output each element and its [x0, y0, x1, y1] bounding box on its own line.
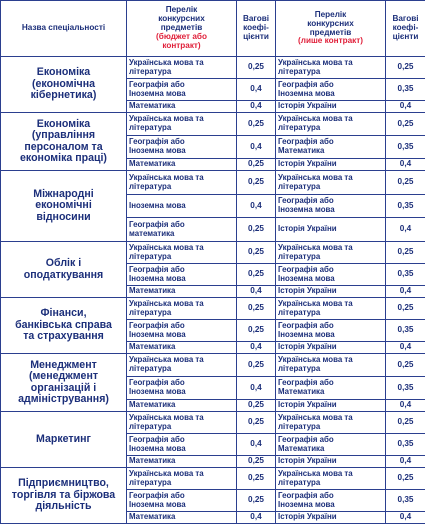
header-weights-line: цієнти: [239, 33, 273, 42]
subject-budget-line: математика: [129, 230, 234, 239]
subject-budget: [127, 512, 237, 524]
subject-budget-line: Іноземна мова: [129, 202, 234, 211]
weight-budget: 0,4: [237, 512, 276, 524]
subject-contract-line: Іноземна мова: [278, 331, 383, 340]
subject-budget-line: Географія або: [129, 379, 234, 388]
weight-budget: 0,4: [237, 79, 276, 101]
subject-budget-line: література: [129, 479, 234, 488]
specialty-name-line: (менеджмент: [3, 371, 124, 382]
subject-contract-line: Історія України: [278, 160, 383, 169]
subject-budget-line: Географія або: [129, 221, 234, 230]
specialty-name-line: Підприємництво,: [3, 478, 124, 489]
subject-budget: [127, 195, 237, 218]
subject-budget: [127, 320, 237, 342]
weight-budget: 0,4: [237, 342, 276, 354]
subject-contract: [276, 113, 386, 136]
weight-budget: 0,25: [237, 400, 276, 412]
subject-contract-line: література: [278, 253, 383, 262]
table-row: [1, 298, 425, 320]
specialty-name-line: адміністрування): [3, 394, 124, 405]
subject-contract: [276, 136, 386, 159]
subject-budget: [127, 377, 237, 400]
subject-budget-line: Географія або: [129, 492, 234, 501]
specialty-name-line: Економіка: [3, 119, 124, 130]
subject-contract: [276, 79, 386, 101]
subject-budget: [127, 412, 237, 434]
specialty-name-line: (економічна: [3, 79, 124, 90]
subject-contract-line: Географія або: [278, 436, 383, 445]
weight-contract: 0,25: [386, 113, 425, 136]
weight-contract: 0,35: [386, 434, 425, 456]
weight-budget: 0,25: [237, 264, 276, 286]
header-weights-line: цієнти: [388, 33, 423, 42]
specialty-name-line: організацій і: [3, 383, 124, 394]
subject-budget-line: література: [129, 68, 234, 77]
subject-contract-line: Українська мова та: [278, 59, 383, 68]
subject-contract-line: Українська мова та: [278, 300, 383, 309]
subject-budget: [127, 79, 237, 101]
subject-contract-line: література: [278, 124, 383, 133]
weight-contract: 0,4: [386, 512, 425, 524]
weight-contract: 0,4: [386, 342, 425, 354]
weight-contract: 0,25: [386, 242, 425, 264]
specialty-name-line: діяльність: [3, 501, 124, 512]
subject-contract: [276, 456, 386, 468]
subject-contract-line: Географія або: [278, 379, 383, 388]
subject-contract-line: Історія України: [278, 225, 383, 234]
specialty-name: [1, 113, 127, 171]
weight-contract: 0,4: [386, 159, 425, 171]
subject-budget-line: Географія або: [129, 138, 234, 147]
subject-budget-line: література: [129, 309, 234, 318]
subject-budget-line: Іноземна мова: [129, 445, 234, 454]
specialty-name-line: Фінанси,: [3, 308, 124, 319]
weight-contract: 0,35: [386, 490, 425, 512]
subject-contract-line: Іноземна мова: [278, 275, 383, 284]
subject-budget: [127, 298, 237, 320]
weight-contract: 0,4: [386, 400, 425, 412]
subject-budget-line: Математика: [129, 401, 234, 410]
weight-budget: 0,25: [237, 171, 276, 195]
specialty-name: [1, 412, 127, 468]
weight-contract: 0,35: [386, 264, 425, 286]
header-subjects-budget-line: Перелік: [129, 6, 234, 15]
subject-budget: [127, 490, 237, 512]
specialty-name-line: Економіка: [3, 67, 124, 78]
weight-contract: 0,35: [386, 195, 425, 218]
subject-budget-line: Українська мова та: [129, 115, 234, 124]
specialty-name-line: економіка праці): [3, 153, 124, 164]
header-weights-line: Вагові: [239, 15, 273, 24]
subject-contract: [276, 195, 386, 218]
weight-budget: 0,25: [237, 113, 276, 136]
subject-contract: [276, 377, 386, 400]
table-row: [1, 242, 425, 264]
header-subjects-contract-line: конкурсних: [278, 20, 383, 29]
subject-budget-line: Іноземна мова: [129, 501, 234, 510]
subject-budget: [127, 218, 237, 242]
subject-budget-line: Українська мова та: [129, 356, 234, 365]
subject-contract-line: Українська мова та: [278, 244, 383, 253]
table-body: [1, 57, 425, 524]
weight-budget: 0,4: [237, 286, 276, 298]
weight-contract: 0,25: [386, 468, 425, 490]
specialty-name-line: Менеджмент: [3, 360, 124, 371]
weight-budget: 0,4: [237, 377, 276, 400]
header-subjects-contract: [276, 1, 386, 57]
subject-budget-line: Іноземна мова: [129, 147, 234, 156]
subject-budget-line: Українська мова та: [129, 244, 234, 253]
weight-budget: 0,25: [237, 490, 276, 512]
subject-contract-line: Іноземна мова: [278, 90, 383, 99]
specialty-name: [1, 57, 127, 113]
subject-contract-line: Історія України: [278, 401, 383, 410]
subject-contract-line: література: [278, 68, 383, 77]
specialty-name-line: відносини: [3, 212, 124, 223]
weight-contract: 0,4: [386, 218, 425, 242]
subject-contract: [276, 400, 386, 412]
subject-contract-line: Географія або: [278, 81, 383, 90]
header-specialty-text: Назва спеціальності: [22, 23, 105, 32]
subject-contract-line: Математика: [278, 445, 383, 454]
weight-contract: 0,35: [386, 377, 425, 400]
subject-budget-line: Географія або: [129, 266, 234, 275]
subject-contract-line: література: [278, 309, 383, 318]
subject-budget-line: література: [129, 124, 234, 133]
subject-budget: [127, 342, 237, 354]
subject-contract: [276, 342, 386, 354]
subject-budget: [127, 468, 237, 490]
subject-contract: [276, 434, 386, 456]
subject-budget-line: Математика: [129, 102, 234, 111]
subject-contract-line: Історія України: [278, 343, 383, 352]
weight-budget: 0,25: [237, 57, 276, 79]
specialty-name-line: економічні: [3, 200, 124, 211]
subject-contract: [276, 101, 386, 113]
subject-contract-line: Іноземна мова: [278, 206, 383, 215]
header-weights-contract: [386, 1, 425, 57]
subject-contract: [276, 57, 386, 79]
subject-budget: [127, 354, 237, 377]
header-subjects-contract-line: предметів: [278, 29, 383, 38]
subject-contract-line: Історія України: [278, 457, 383, 466]
specialty-name: [1, 468, 127, 524]
table-row: [1, 171, 425, 195]
subject-budget-line: Географія або: [129, 81, 234, 90]
subject-contract: [276, 512, 386, 524]
subject-contract-line: Географія або: [278, 138, 383, 147]
subject-budget: [127, 136, 237, 159]
table-row: [1, 354, 425, 377]
subject-budget: [127, 171, 237, 195]
weight-contract: 0,25: [386, 412, 425, 434]
subject-budget-line: Українська мова та: [129, 174, 234, 183]
subject-contract-line: Українська мова та: [278, 356, 383, 365]
weight-contract: 0,25: [386, 354, 425, 377]
subject-contract-line: Українська мова та: [278, 174, 383, 183]
subject-budget-line: Іноземна мова: [129, 275, 234, 284]
subject-contract: [276, 171, 386, 195]
subject-budget-line: література: [129, 365, 234, 374]
subject-budget-line: Українська мова та: [129, 59, 234, 68]
subject-contract-line: Географія або: [278, 492, 383, 501]
subject-budget-line: Географія або: [129, 322, 234, 331]
subject-budget: [127, 286, 237, 298]
header-subjects-budget: [127, 1, 237, 57]
specialty-name: [1, 171, 127, 242]
subject-contract: [276, 159, 386, 171]
header-subjects-budget-line: предметів: [129, 24, 234, 33]
subject-budget-line: Математика: [129, 287, 234, 296]
subject-budget-line: література: [129, 253, 234, 262]
subject-contract-line: література: [278, 183, 383, 192]
subject-contract-line: література: [278, 423, 383, 432]
subject-contract: [276, 468, 386, 490]
specialty-name-line: персоналом та: [3, 142, 124, 153]
specialty-name-line: кібернетика): [3, 90, 124, 101]
weight-budget: 0,25: [237, 218, 276, 242]
header-weights-budget: [237, 1, 276, 57]
subject-contract-line: Українська мова та: [278, 414, 383, 423]
header-subjects-budget-note: контракт): [129, 42, 234, 51]
specialty-name-line: оподаткування: [3, 270, 124, 281]
subject-budget: [127, 113, 237, 136]
subject-contract-line: література: [278, 479, 383, 488]
weight-budget: 0,25: [237, 468, 276, 490]
subject-budget-line: Математика: [129, 343, 234, 352]
specialty-name-line: Міжнародні: [3, 189, 124, 200]
specialty-name-line: торгівля та біржова: [3, 490, 124, 501]
subject-contract: [276, 354, 386, 377]
subject-budget: [127, 456, 237, 468]
subject-budget-line: література: [129, 423, 234, 432]
subject-contract: [276, 218, 386, 242]
specialty-name-line: Облік і: [3, 258, 124, 269]
subject-budget-line: Українська мова та: [129, 300, 234, 309]
weight-budget: 0,25: [237, 354, 276, 377]
weight-contract: 0,4: [386, 456, 425, 468]
subject-contract-line: Математика: [278, 147, 383, 156]
specialty-name-line: банківська справа: [3, 320, 124, 331]
subject-contract-line: Історія України: [278, 513, 383, 522]
weight-budget: 0,25: [237, 159, 276, 171]
subject-contract-line: Географія або: [278, 197, 383, 206]
subject-contract-line: Українська мова та: [278, 115, 383, 124]
specialty-name: [1, 242, 127, 298]
subject-budget: [127, 264, 237, 286]
header-row: [1, 1, 425, 57]
header-weights-line: Вагові: [388, 15, 423, 24]
weight-contract: 0,4: [386, 286, 425, 298]
subject-contract: [276, 490, 386, 512]
specialty-name-line: та страхування: [3, 331, 124, 342]
subject-budget-line: література: [129, 183, 234, 192]
subject-budget: [127, 159, 237, 171]
weight-budget: 0,25: [237, 320, 276, 342]
weight-contract: 0,35: [386, 136, 425, 159]
specialty-name: [1, 354, 127, 412]
weight-budget: 0,25: [237, 456, 276, 468]
table-row: [1, 57, 425, 79]
weight-budget: 0,25: [237, 298, 276, 320]
subject-contract-line: Українська мова та: [278, 470, 383, 479]
header-subjects-contract-note: (лише контракт): [278, 37, 383, 46]
subject-contract: [276, 264, 386, 286]
subject-contract-line: Іноземна мова: [278, 501, 383, 510]
subject-budget-line: Математика: [129, 160, 234, 169]
weight-contract: 0,35: [386, 320, 425, 342]
subject-budget-line: Географія або: [129, 436, 234, 445]
subject-budget: [127, 57, 237, 79]
subject-contract: [276, 298, 386, 320]
weight-contract: 0,25: [386, 171, 425, 195]
subject-contract-line: Географія або: [278, 266, 383, 275]
table-row: [1, 468, 425, 490]
specialty-name-line: (управління: [3, 130, 124, 141]
header-subjects-budget-note: (бюджет або: [129, 33, 234, 42]
table-row: [1, 412, 425, 434]
header-subjects-contract-line: Перелік: [278, 11, 383, 20]
table-row: [1, 113, 425, 136]
weight-budget: 0,4: [237, 434, 276, 456]
weight-contract: 0,25: [386, 57, 425, 79]
subject-contract: [276, 286, 386, 298]
subject-budget-line: Іноземна мова: [129, 90, 234, 99]
specialty-name: [1, 298, 127, 354]
subject-budget-line: Математика: [129, 513, 234, 522]
subject-contract-line: Географія або: [278, 322, 383, 331]
weight-budget: 0,4: [237, 195, 276, 218]
subject-contract: [276, 320, 386, 342]
subject-budget-line: Математика: [129, 457, 234, 466]
subject-contract-line: Історія України: [278, 287, 383, 296]
subject-contract-line: Історія України: [278, 102, 383, 111]
subject-contract-line: література: [278, 365, 383, 374]
subject-budget: [127, 400, 237, 412]
subject-contract-line: Математика: [278, 388, 383, 397]
weight-budget: 0,25: [237, 242, 276, 264]
weight-budget: 0,4: [237, 136, 276, 159]
subject-budget-line: Іноземна мова: [129, 331, 234, 340]
weight-contract: 0,35: [386, 79, 425, 101]
subject-budget-line: Іноземна мова: [129, 388, 234, 397]
subject-budget: [127, 101, 237, 113]
subject-budget-line: Українська мова та: [129, 414, 234, 423]
header-weights-line: коефі-: [239, 24, 273, 33]
subject-contract: [276, 242, 386, 264]
weight-budget: 0,25: [237, 412, 276, 434]
header-specialty: [1, 1, 127, 57]
subject-budget-line: Українська мова та: [129, 470, 234, 479]
specialty-name-line: Маркетинг: [3, 434, 124, 445]
subject-contract: [276, 412, 386, 434]
weight-contract: 0,4: [386, 101, 425, 113]
header-subjects-budget-line: конкурсних: [129, 15, 234, 24]
subject-budget: [127, 242, 237, 264]
header-weights-line: коефі-: [388, 24, 423, 33]
weight-contract: 0,25: [386, 298, 425, 320]
weight-budget: 0,4: [237, 101, 276, 113]
subject-budget: [127, 434, 237, 456]
